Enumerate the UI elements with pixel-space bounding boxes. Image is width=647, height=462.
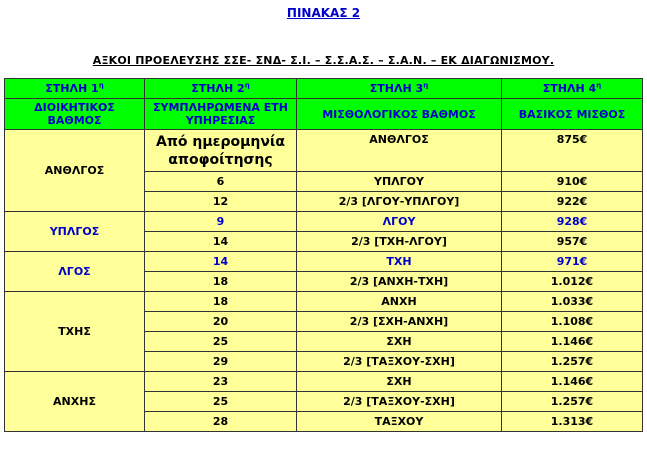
years-cell: 23 <box>145 372 297 392</box>
salary-cell: 875€ <box>502 130 643 172</box>
grade-cell: 2/3 [ΛΓΟΥ-ΥΠΛΓΟΥ] <box>297 192 502 212</box>
column-number-label: ΣΤΗΛΗ 1 <box>45 82 99 95</box>
grade-cell: 2/3 [ΑΝΧΗ-ΤΧΗ] <box>297 272 502 292</box>
document-title: ΠΙΝΑΚΑΣ 2 <box>286 6 361 20</box>
salary-cell: 1.012€ <box>502 272 643 292</box>
column-number-sup: η <box>596 81 602 90</box>
years-cell: 14 <box>145 252 297 272</box>
years-cell: 29 <box>145 352 297 372</box>
table-row <box>5 212 643 232</box>
rank-cell: ΛΓΟΣ <box>5 252 145 292</box>
column-number-sup: η <box>244 81 250 90</box>
years-cell: Από ημερομηνία αποφοίτησης <box>145 130 297 172</box>
grade-cell: ΤΧΗ <box>297 252 502 272</box>
table-row <box>5 372 643 392</box>
column-number-label: ΣΤΗΛΗ 2 <box>191 82 245 95</box>
grade-cell: ΑΝΘΛΓΟΣ <box>297 130 502 172</box>
column-number-label: ΣΤΗΛΗ 3 <box>369 82 424 95</box>
grade-cell: ΛΓΟΥ <box>297 212 502 232</box>
column-number-3 <box>297 79 502 99</box>
grade-cell: 2/3 [ΤΑΞΧΟΥ-ΣΧΗ] <box>297 392 502 412</box>
grade-cell: 2/3 [ΣΧΗ-ΑΝΧΗ] <box>297 312 502 332</box>
salary-table <box>4 78 643 432</box>
grade-cell: ΣΧΗ <box>297 372 502 392</box>
document-subtitle: ΑΞΚΟΙ ΠΡΟΕΛΕΥΣΗΣ ΣΣΕ- ΣΝΔ- Σ.Ι. – Σ.Σ.Α.Σ. – Σ.Α.Ν. – ΕΚ ΔΙΑΓΩΝΙΣΜΟΥ. <box>92 54 555 67</box>
column-number-1 <box>5 79 145 99</box>
salary-cell: 1.257€ <box>502 352 643 372</box>
column-number-4 <box>502 79 643 99</box>
years-cell: 28 <box>145 412 297 432</box>
years-cell: 25 <box>145 392 297 412</box>
salary-cell: 957€ <box>502 232 643 252</box>
column-header-row <box>5 99 643 130</box>
rank-cell: ΑΝΘΛΓΟΣ <box>5 130 145 212</box>
column-number-row <box>5 79 643 99</box>
years-cell: 14 <box>145 232 297 252</box>
rank-cell: ΤΧΗΣ <box>5 292 145 372</box>
years-cell: 25 <box>145 332 297 352</box>
column-header-rank: ΔΙΟΙΚΗΤΙΚΟΣ ΒΑΘΜΟΣ <box>5 99 145 130</box>
column-number-sup: η <box>98 81 104 90</box>
salary-cell: 1.033€ <box>502 292 643 312</box>
salary-cell: 910€ <box>502 172 643 192</box>
grade-cell: ΤΑΞΧΟΥ <box>297 412 502 432</box>
salary-cell: 1.108€ <box>502 312 643 332</box>
salary-cell: 1.313€ <box>502 412 643 432</box>
grade-cell: ΑΝΧΗ <box>297 292 502 312</box>
column-number-sup: η <box>423 81 429 90</box>
column-header-salary: ΒΑΣΙΚΟΣ ΜΙΣΘΟΣ <box>502 99 643 130</box>
page-cutoff <box>0 458 647 462</box>
grade-cell: ΣΧΗ <box>297 332 502 352</box>
years-cell: 6 <box>145 172 297 192</box>
column-header-years: ΣΥΜΠΛΗΡΩΜΕΝΑ ΕΤΗ ΥΠΗΡΕΣΙΑΣ <box>145 99 297 130</box>
table-row <box>5 292 643 312</box>
salary-cell: 1.257€ <box>502 392 643 412</box>
years-cell: 20 <box>145 312 297 332</box>
column-header-grade: ΜΙΣΘΟΛΟΓΙΚΟΣ ΒΑΘΜΟΣ <box>297 99 502 130</box>
salary-table-body <box>5 79 643 432</box>
table-row <box>5 252 643 272</box>
column-number-2 <box>145 79 297 99</box>
years-cell: 18 <box>145 272 297 292</box>
salary-cell: 971€ <box>502 252 643 272</box>
years-cell: 9 <box>145 212 297 232</box>
salary-cell: 928€ <box>502 212 643 232</box>
grade-cell: 2/3 [ΤΧΗ-ΛΓΟΥ] <box>297 232 502 252</box>
rank-cell: ΥΠΛΓΟΣ <box>5 212 145 252</box>
rank-cell: ΑΝΧΗΣ <box>5 372 145 432</box>
column-number-label: ΣΤΗΛΗ 4 <box>542 82 597 95</box>
salary-cell: 922€ <box>502 192 643 212</box>
grade-cell: ΥΠΛΓΟΥ <box>297 172 502 192</box>
grade-cell: 2/3 [ΤΑΞΧΟΥ-ΣΧΗ] <box>297 352 502 372</box>
table-row <box>5 130 643 172</box>
salary-cell: 1.146€ <box>502 332 643 352</box>
years-cell: 12 <box>145 192 297 212</box>
years-cell: 18 <box>145 292 297 312</box>
salary-cell: 1.146€ <box>502 372 643 392</box>
